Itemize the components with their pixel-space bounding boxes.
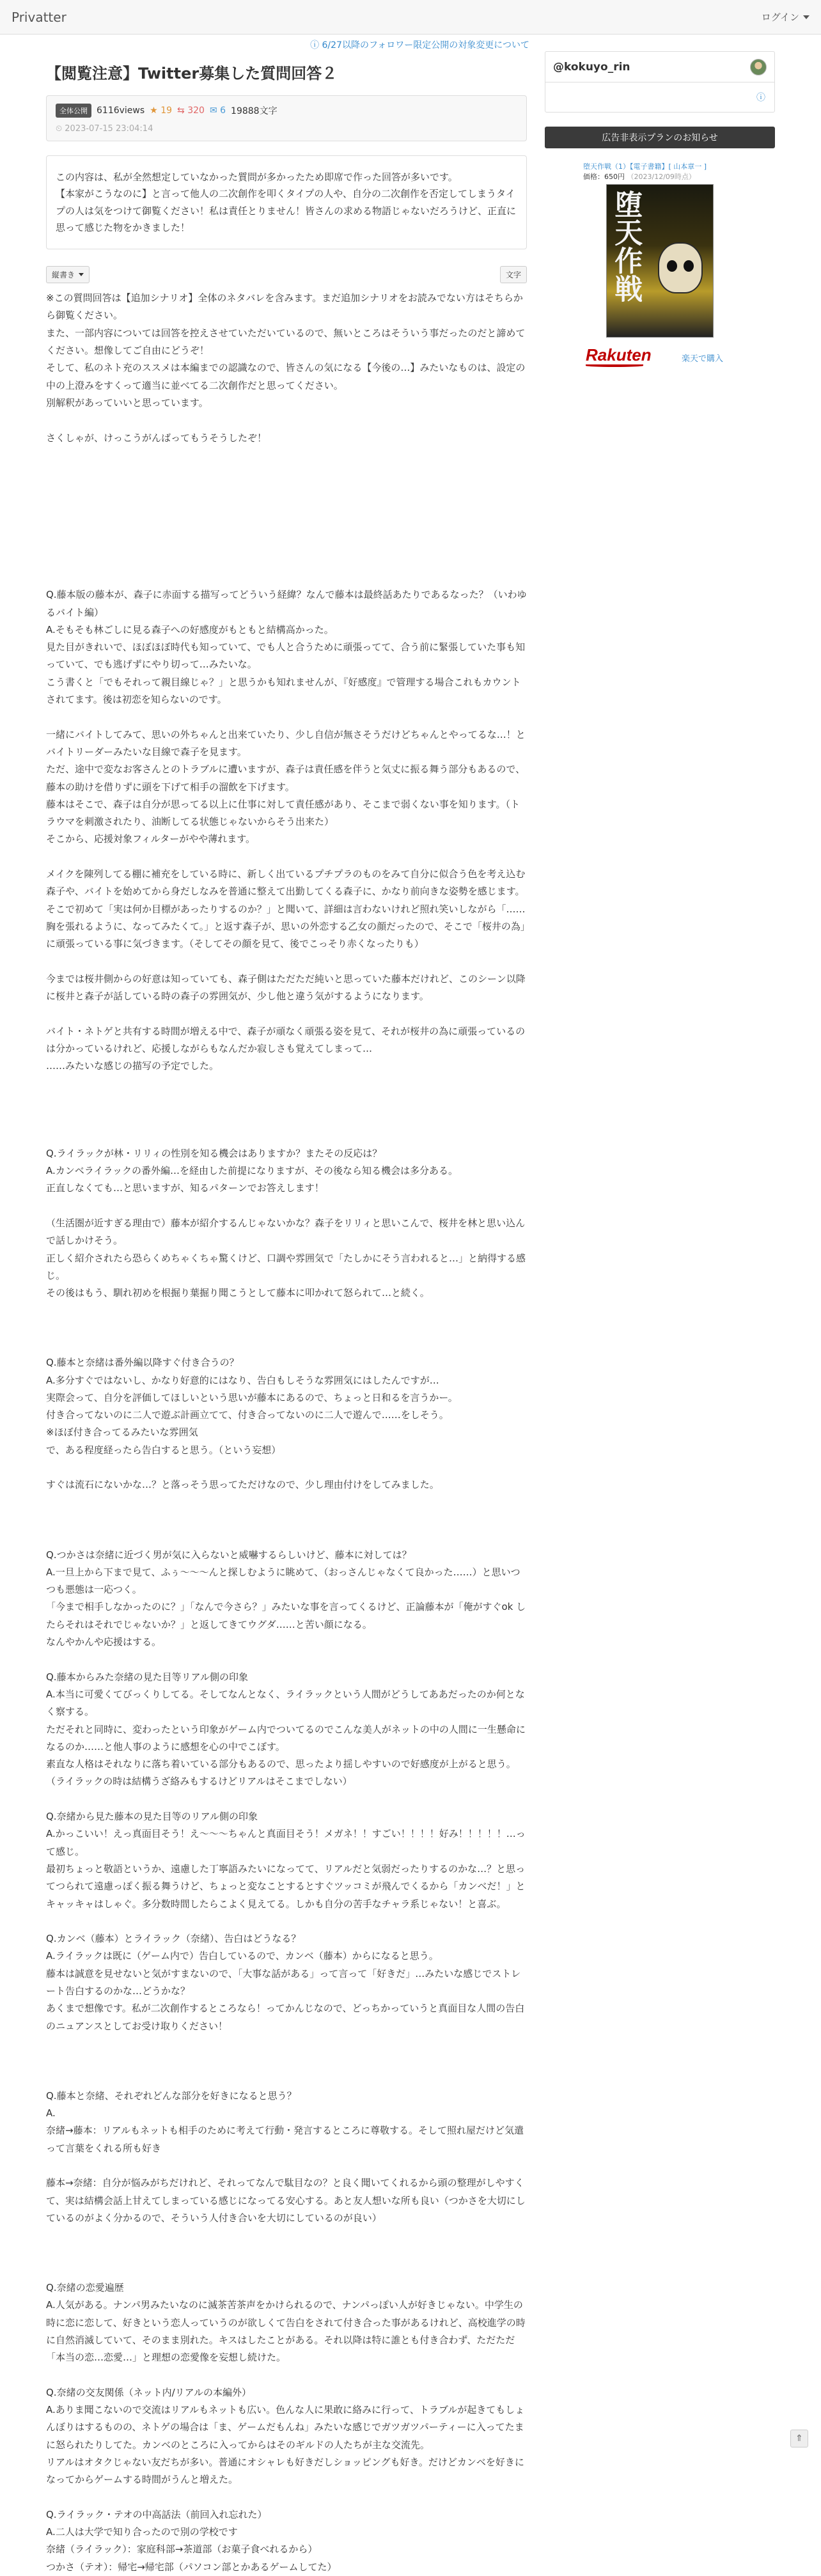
product-price-note: （2023/12/09時点） <box>627 173 696 181</box>
profile-info-icon[interactable]: ⓘ <box>756 93 765 103</box>
scroll-to-top-button[interactable]: ⇑ <box>790 2430 808 2447</box>
product-price-label: 価格： <box>583 173 604 181</box>
post-date: ⏲ 2023-07-15 23:04:14 <box>56 124 153 134</box>
avatar[interactable] <box>750 59 767 75</box>
page-title: 【閲覧注意】Twitter募集した質問回答２ <box>46 65 338 82</box>
sidebar <box>545 51 775 372</box>
brand-logo[interactable]: Privatter <box>12 9 66 25</box>
product-price <box>545 171 775 182</box>
vertical-writing-label: 縦書き <box>52 270 75 280</box>
rakuten-logo[interactable]: Rakuten <box>586 345 652 364</box>
book-cover-image[interactable] <box>606 184 714 338</box>
post-body: ※この質問回答は【追加シナリオ】全体のネタバレを含みます。まだ追加シナリオをお読みでない方はそちらから御覧ください。 また、一部内容については回答を控えさせていただいているので、無いところはそういう事だったのだと諦めてください。想像してご自由にどうぞ！ そして、私のネト充のススメは本編までの認識なので、皆さんの気になる【今後の…】みたいなものは、設定の中の上澄みをすくって適当に並べてる二次創作だと思ってください。 別解釈があっていいと思っています。 さくしゃが、けっこうがんばってもうそうしたぞ！ Q.藤本版の藤本が、森子に赤面する描写ってどういう経緯？なんで藤本は最終話あたりであるなった？（いわゆるバイト編） A.そもそも林ごしに見る森子への好感度がもともと結構高かった。 見た目がきれいで、ほぼほぼ時代も知っていて、でも人と合うために頑張ってて、合う前に緊張していた事も知っていて、でも逃げずにやり切って…みたいな。 こう書くと「でもそれって親目線じゃ？」と思うかも知れませんが、『好感度』で管理する場合これもカウントされてます。後は初恋を知らないのです。 一緒にバイトしてみて、思いの外ちゃんと出来ていたり、少し自信が無さそうだけどちゃんとやってるな…！とバイトリーダーみたいな目線で森子を見ます。 ただ、途中で変なお客さんとのトラブルに遭いますが、森子は責任感を伴うと気丈に振る舞う部分もあるので、藤本の助けを借りずに頭を下げて相手の溜飲を下げます。 藤本はそこで、森子は自分が思ってる以上に仕事に対して責任感があり、そこまで弱くない事を知ります。（トラウマを刺激されたり、油断してる状態じゃないからそう出来た） そこから、応援対象フィルターがやや薄れます。 メイクを陳列してる棚に補充をしている時に、新しく出ているプチプラのものをみて自分に似合う色を考え込む森子や、バイトを始めてから身だしなみを普通に整えて出勤してくる森子に、かなり前向きな姿勢を感じます。 そこで初めて「実は何か目標があったりするのか？」と聞いて、詳細は言わないけれど照れ笑いしながら「……胸を張れるように、なってみたくて。」と返す森子が、思いの外恋する乙女の顔だったので、そこで「桜井の為」に頑張っている事に気づきます。（そしてその顔を見て、後でこっそり赤くなったりも） 今までは桜井側からの好意は知っていても、森子側はただただ純いと思っていた藤本だけれど、このシーン以降に桜井と森子が話している時の森子の雰囲気が、少し他と違う気がするようになります。 バイト・ネトゲと共有する時間が増える中で、森子が頑なく頑張る姿を見て、それが桜井の為に頑張っているのは分かっているけれど、応援しながらもなんだか寂しさも覚えてしまって… ……みたいな感じの描写の予定でした。 Q.ライラックが林・リリィの性別を知る機会はありますか？またその反応は？ A.カンベライラックの番外編…を経由した前提になりますが、その後なら知る機会は多分ある。 正直しなくても…と思いますが、知るパターンでお答えします！ （生活圏が近すぎる理由で）藤本が紹介するんじゃないかな？森子をリリィと思いこんで、桜井を林と思い込んで話しかけそう。 正しく紹介されたら恐らくめちゃくちゃ驚くけど、口調や雰囲気で「たしかにそう言われると…」と納得する感じ。 その後はもう、馴れ初めを根掘り葉掘り聞こうとして藤本に叩かれて怒られて…と続く。 Q.藤本と奈緒は番外編以降すぐ付き合うの？ A.多分すぐではないし、かなり好意的にはなり、告白もしそうな雰囲気にはしたんですが… 実際会って、自分を評価してほしいという思いが藤本にあるので、ちょっと日和るを言うかー。 付き合ってないのに二人で遊ぶ計画立てて、付き合ってないのに二人で遊んで……をしそう。 ※ほぼ付き合ってるみたいな雰囲気 で、ある程度経ったら告白すると思う。（という妄想） すぐは流石にないかな…？と落っそう思ってただけなので、少し理由付けをしてみました。 Q.つかさは奈緒に近づく男が気に入らないと威嚇するらしいけど、藤本に対しては？ A.一旦上から下まで見て、ふぅ〜〜〜んと探しむように眺めて、（おっさんじゃなくて良かった……）と思いつつも悪態は一応つく。 「今まで相手しなかったのに？」「なんで今さら？」みたいな事を言ってくるけど、正論藤本が「俺がすぐok したらそれはそれでじゃないか？」と返してきてウグダ……と苦い顔になる。 なんやかんや応援はする。 Q.藤本からみた奈緒の見た目等リアル側の印象 A.本当に可愛くてびっくりしてる。そしてなんとなく、ライラックという人間がどうしてああだったのか何となく察する。 ただそれと同時に、変わったという印象がゲーム内でついてるのでこんな美人がネットの中の人間に一生懸命になるのか……と他人事のように感想を心の中でこぼす。 素直な人格はそれなりに落ち着いている部分もあるので、思ったより揺しやすいので好感度が上がると思う。（ライラックの時は結構うざ絡みもするけどリアルはそこまでしない） Q.奈緒から見た藤本の見た目等のリアル側の印象 A.かっこいい！えっ真面目そう！え〜〜〜ちゃんと真面目そう！メガネ！！すごい！！！！好み！！！！！…って感じ。 最初ちょっと敬語というか、遠慮した丁寧語みたいになってて、リアルだと気弱だったりするのかな…？と思ってつられて遠慮っぽく振る舞うけど、ちょっと変なことするとすぐツッコミが飛んでくるから「カンベだ！」とキャッキャはしゃぐ。多分数時間したらこよく見えてる。しかも自分の苦手なチャラ系じゃない！と喜ぶ。 Q.カンベ（藤本）とライラック（奈緒）、告白はどうなる？ A.ライラックは既に（ゲーム内で）告白しているので、カンベ（藤本）からになると思う。 藤本は誠意を見せないと気がすまないので、「大事な話がある」って言って「好きだ」…みたいな感じでストレート告白するのかな…どうかな？ あくまで想像です。私が二次創作するところなら！ってかんじなので、どっちかっていうと真面目な人間の告白のニュアンスとしてお受け取りください！ Q.藤本と奈緒、それぞれどんな部分を好きになると思う？ A. 奈緒→藤本：リアルもネットも相手のために考えて行動・発言するところに尊敬する。そして照れ屋だけど気遣って言葉をくれる所も好き 藤本→奈緒：自分が悩みがちだけれど、それってなんで駄目なの？と良く聞いてくれるから頭の整理がしやすくて、実は結構会話上甘えてしまっている感じになってる安心する。あと友人想いな所も良い（つかさを大切にしているのがよく分かるので、そういう人付き合いを大切にしているのが良い） Q.奈緒の恋愛遍歴 A.人気がある。ナンパ男みたいなのに滅茶苦茶声をかけられるので、ナンパっぽい人が好きじゃない。中学生の時に恋に恋して、好きという恋人っていうのが欲しくて告白をされて付き合った事があるけれど、高校進学の時に自然消滅していて、そのまま別れた。キスはしたことがある。それ以降は特に誰とも付き合わず、ただただ「本当の恋…恋愛…」と理想の恋愛像を妄想し続けた。 Q.奈緒の交友関係（ネット内/リアルの本編外） A.ありま聞こないので交流はリアルもネットも広い。色んな人に果敢に絡みに行って、トラブルが起きてもしょんぼりはするものの、ネトゲの場合は「ま、ゲームだもんね」みたいな感じでガツガツパーティーに入ってたまに怒られたりしてた。カンベのところに入ってからはそのギルドの人たちが主な交流先。 リアルはオタクじゃない友だちが多い。普通にオシャレも好きだしショッピングも好き。だけどカンベを好きになってからゲームする時間がうんと増えた。 Q.ライラック・テオの中高話法（前回入れ忘れた） A.二人は大学で知り合ったので別の学校です 奈緒（ライラック）：家庭科部→茶道部（お菓子食べれるから） つかさ（テオ）：帰宅→帰宅部（パソコン部とかあるゲームしてた） <box>46 292 527 2573</box>
product-ad <box>545 161 775 372</box>
chevron-down-icon <box>79 273 84 276</box>
intro-box: この内容は、私が全然想定していなかった質問が多かったため即席で作った回答が多いです。 【本家がこうなのに】と言って他人の二次創作を叩くタイプの人や、自分の二次創作を否定してしまうタイプの人は気をつけて御覧ください！私は責任とりません！皆さんの求める物語じゃないだろうけど、正直に思って感じた物をかきました！ <box>46 155 527 249</box>
post-date-value: 2023-07-15 23:04:14 <box>65 124 153 134</box>
visibility-badge: 全体公開 <box>56 104 91 118</box>
main-content <box>46 51 527 2576</box>
view-count: 6116views <box>97 105 145 116</box>
notice-link[interactable]: ⓘ 6/27以降のフォロワー限定公開の対象変更について <box>310 40 529 51</box>
retweet-count[interactable]: ⇆ 320 <box>177 105 205 116</box>
retweet-count-value: 320 <box>187 105 205 116</box>
book-cover-title: 堕天作戦 <box>609 190 643 302</box>
product-title[interactable]: 堕天作戦（1）【電子書籍】[ 山本章一 ] <box>583 162 707 171</box>
char-count: 19888文字 <box>231 106 278 117</box>
comment-count[interactable]: ✉ 6 <box>209 105 226 116</box>
buy-on-rakuten-link[interactable]: 楽天で購入 <box>682 354 724 364</box>
chevron-down-icon <box>803 15 809 19</box>
rakuten-logo-swoosh <box>586 364 643 367</box>
login-dropdown[interactable] <box>762 10 809 24</box>
reader-tools <box>46 266 527 283</box>
profile-card <box>545 51 775 113</box>
post-meta <box>46 95 527 141</box>
comment-count-value: 6 <box>220 105 226 116</box>
user-handle[interactable]: @kokuyo_rin <box>553 60 630 74</box>
login-label: ログイン <box>761 12 799 23</box>
ad-free-plan-button[interactable]: 広告非表示プランのお知らせ <box>545 127 775 148</box>
skull-icon <box>658 242 703 293</box>
favorite-count-value: 19 <box>160 105 173 116</box>
favorite-count[interactable]: ★ 19 <box>150 105 173 116</box>
product-price-value: 650円 <box>604 173 625 181</box>
font-size-button[interactable]: 文字 <box>500 266 527 283</box>
top-navbar <box>0 0 821 35</box>
vertical-writing-button[interactable] <box>46 266 90 283</box>
